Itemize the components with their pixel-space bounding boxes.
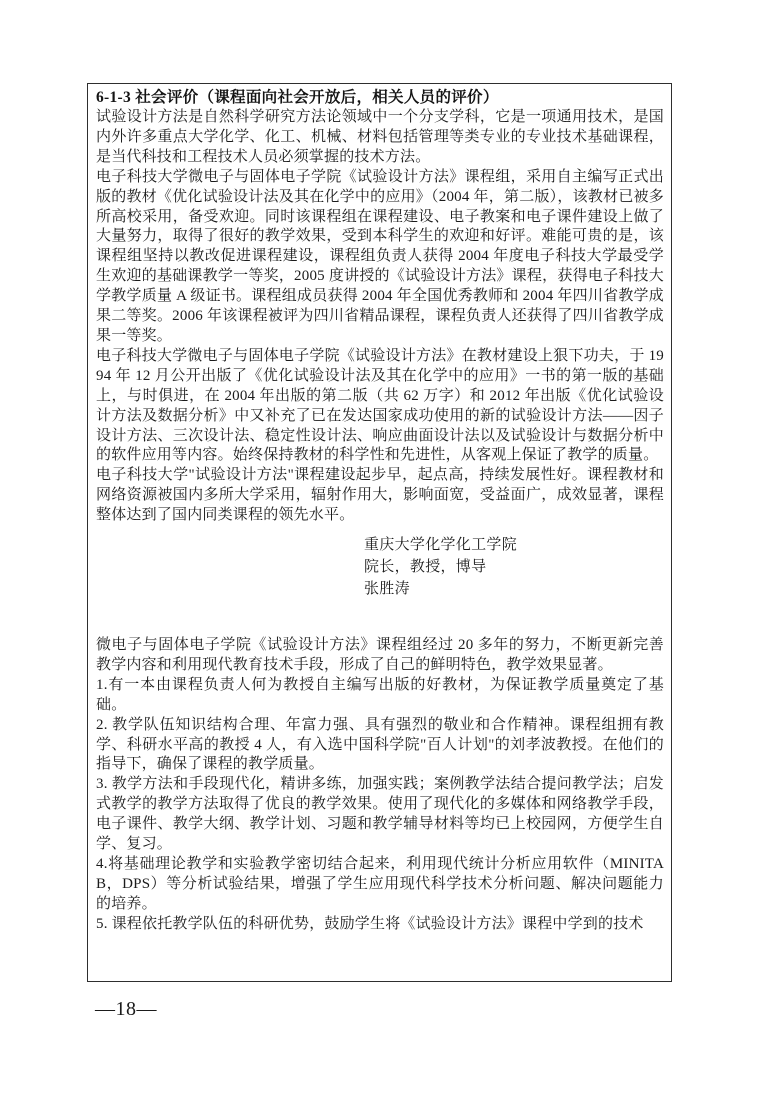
evaluation-table-cell xyxy=(87,83,672,982)
paragraph-intro: 试验设计方法是自然科学研究方法论领域中一个分支学科，它是一项通用技术，是国内外许多重点大学化学、化工、机械、材料包括管理等类专业的专业技术基础课程，是当代科技和工程技术人员必须掌握的技术方法。 xyxy=(96,109,664,165)
point-2: 2. 教学队伍知识结构合理、年富力强、具有强烈的敬业和合作精神。课程组拥有教学、科研水平高的教授 4 人，有入选中国科学院"百人计划"的刘孝波教授。在他们的指导下，确保了课程的教学质量。 xyxy=(96,716,664,773)
page-number: —18— xyxy=(95,998,157,1020)
signature-block xyxy=(364,534,664,600)
paragraph-achievement: 电子科技大学"试验设计方法"课程建设起步早，起点高，持续发展性好。课程教材和网络资源被国内多所大学采用，辐射作用大，影响面宽，受益面广，成效显著，课程整体达到了国内同类课程的领先水平。 xyxy=(96,467,664,524)
point-3: 3. 教学方法和手段现代化，精讲多练，加强实践；案例教学法结合提问教学法；启发式教学的教学方法取得了优良的教学效果。使用了现代化的多媒体和网络教学手段，电子课件、教学大纲、教学计划、习题和教学辅导材料等均已上校园网，方便学生自学、复习。 xyxy=(96,776,664,853)
point-1: 1.有一本由课程负责人何为教授自主编写出版的好教材，为保证教学质量奠定了基础。 xyxy=(96,676,664,713)
signature-name: 张胜涛 xyxy=(364,581,410,598)
section-heading: 6-1-3 社会评价（课程面向社会开放后，相关人员的评价） xyxy=(96,89,499,106)
paragraph-course-group: 电子科技大学微电子与固体电子学院《试验设计方法》课程组，采用自主编写正式出版的教材《优化试验设计法及其在化学中的应用》（2004 年，第二版），该教材已被多所高校采用，备受欢迎。同时该课程组在课程建设、电子教案和电子课件建设上做了大量努力，取得了很好的教学效果，受到本科学生的欢迎和好评。难能可贵的是，该课程组坚持以教改促进课程建设，课程组负责人获得 2004 年度电子科技大学最受学生欢迎的基础课教学一等奖，2005 度讲授的《试验设计方法》课程，获得电子科技大学教学质量 A 级证书。课程组成员获得 2004 年全国优秀教师和 2004 年四川省教学成果二等奖。2006 年该课程被评为四川省精品课程，课程负责人还获得了四川省教学成果一等奖。 xyxy=(96,168,664,344)
paragraph-textbook: 电子科技大学微电子与固体电子学院《试验设计方法》在教材建设上狠下功夫，于 1994 年 12 月公开出版了《优化试验设计法及其在化学中的应用》一书的第一版的基础上，与时俱进，在 2004 年出版的第二版（共 62 万字）和 2012 年出版《优化试验设计方法及数据分析》中又补充了已在发达国家成功使用的新的试验设计方法——因子设计方法、三次设计法、稳定性设计法、响应曲面设计法以及试验设计与数据分析中的软件应用等内容。始终保持教材的科学性和先进性，从客观上保证了教学的质量。 xyxy=(96,347,664,464)
signature-organization: 重庆大学化学化工学院 xyxy=(364,537,518,554)
signature-title: 院长，教授，博导 xyxy=(364,559,487,576)
point-5: 5. 课程依托教学队伍的科研优势，鼓励学生将《试验设计方法》课程中学到的技术 xyxy=(96,915,644,932)
point-4: 4.将基础理论教学和实验教学密切结合起来，利用现代统计分析应用软件（MINITAB，DPS）等分析试验结果，增强了学生应用现代科学技术分析问题、解决问题能力的培养。 xyxy=(96,856,664,912)
paragraph-summary-intro: 微电子与固体电子学院《试验设计方法》课程组经过 20 多年的努力，不断更新完善教学内容和利用现代教育技术手段，形成了自己的鲜明特色，教学效果显著。 xyxy=(96,637,664,673)
